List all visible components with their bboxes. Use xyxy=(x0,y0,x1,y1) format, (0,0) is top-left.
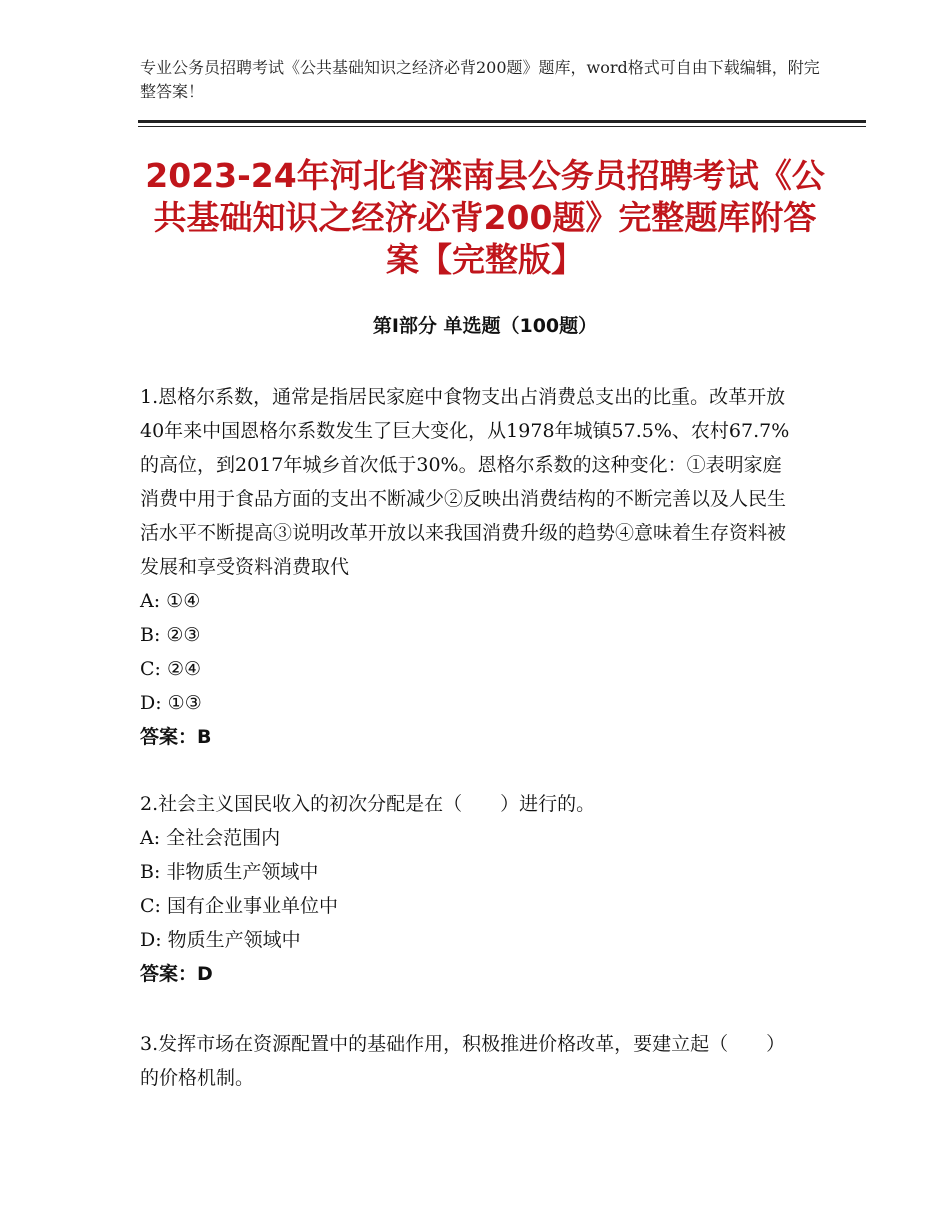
question-3 xyxy=(140,1027,800,1095)
option-d: D: ①③ xyxy=(140,692,202,714)
header-divider-thick xyxy=(138,120,866,123)
question-stem: 3.发挥市场在资源配置中的基础作用，积极推进价格改革，要建立起（ ）的价格机制。 xyxy=(140,1033,786,1089)
section-title: 第I部分 单选题（100题） xyxy=(372,315,598,337)
option-c: C: 国有企业事业单位中 xyxy=(140,895,338,917)
option-b: B: ②③ xyxy=(140,624,201,646)
question-stem: 2.社会主义国民收入的初次分配是在（ ）进行的。 xyxy=(140,793,596,815)
header-divider-thin xyxy=(138,126,866,127)
option-b: B: 非物质生产领域中 xyxy=(140,861,319,883)
header-note: 专业公务员招聘考试《公共基础知识之经济必背200题》题库，word格式可自由下载编辑，附完整答案！ xyxy=(140,58,820,101)
option-a: A: 全社会范围内 xyxy=(140,827,281,849)
question-1 xyxy=(140,380,800,754)
answer: 答案：D xyxy=(140,963,213,985)
answer: 答案：B xyxy=(140,726,212,748)
question-stem: 1.恩格尔系数，通常是指居民家庭中食物支出占消费总支出的比重。改革开放40年来中国恩格尔系数发生了巨大变化，从1978年城镇57.5%、农村67.7%的高位，到2017年城乡首次低于30%。恩格尔系数的这种变化：①表明家庭消费中用于食品方面的支出不断减少②反映出消费结构的不断完善以及人民生活水平不断提高③说明改革开放以来我国消费升级的趋势④意味着生存资料被发展和享受资料消费取代 xyxy=(140,386,790,578)
option-c: C: ②④ xyxy=(140,658,202,680)
question-2 xyxy=(140,787,800,991)
option-d: D: 物质生产领域中 xyxy=(140,929,301,951)
option-a: A: ①④ xyxy=(140,590,201,612)
document-title: 2023-24年河北省滦南县公务员招聘考试《公共基础知识之经济必背200题》完整题库附答案【完整版】 xyxy=(145,156,825,279)
